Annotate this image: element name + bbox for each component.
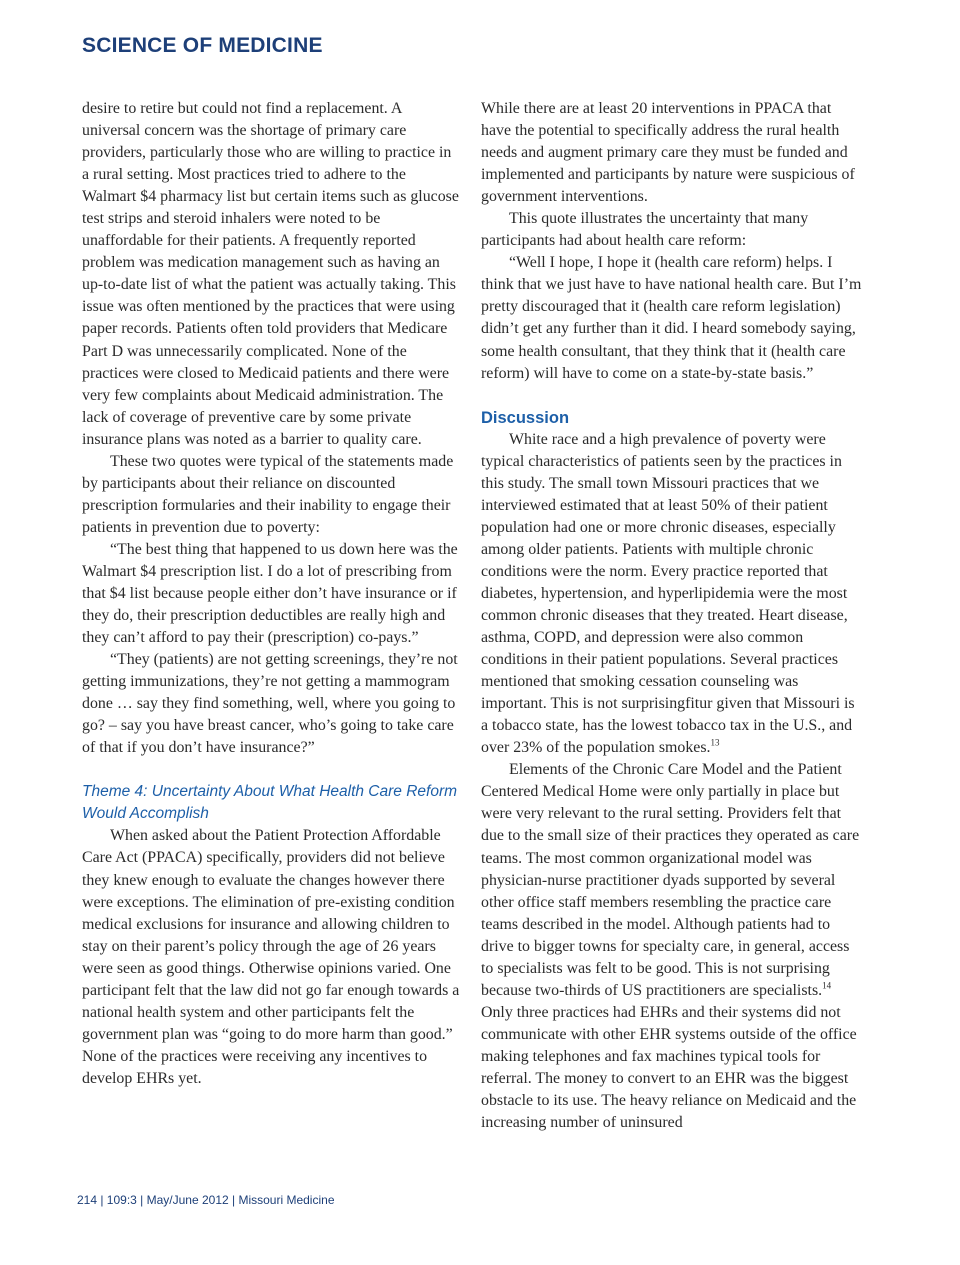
body-paragraph: desire to retire but could not find a replacement. A universal concern was the shortage of primary care providers, particularly those who are willing to practice in a rural setting. Most practices tried to adhere to the Walmart $4 pharmacy list but certain items such as glucose test strips and steroid inhalers were noted to be unaffordable for their patients. A frequently reported problem was medication management such as having an up-to-date list of what the patient was actually taking. This issue was often mentioned by the practices that were using paper records. Patients often told providers that Medicare Part D was unnecessarily complicated. None of the practices were closed to Medicaid patients and there were very few complaints about Medicaid administration. The lack of coverage of preventive care by some private insurance plans was noted as a barrier to quality care. bbox=[82, 100, 459, 448]
quote-paragraph: “The best thing that happened to us down here was the Walmart $4 prescription list. I do a lot of prescribing from that $4 list because people either don’t have insurance or if they do, their prescription deductibles are really high and they can’t afford to pay their (prescription) co-pays.” bbox=[82, 540, 458, 647]
discussion-paragraph bbox=[481, 759, 863, 1134]
quote-paragraph: “Well I hope, I hope it (health care reform) helps. I think that we just have to have national health care. But I’m pretty discouraged that it (health care reform legislation) didn’t get any further than it did. I heard somebody saying, some health consultant, that they think that it (health care reform) will have to come on a state-by-state basis.” bbox=[481, 254, 862, 382]
paragraph-text: Elements of the Chronic Care Model and the Patient Centered Medical Home were only partially in place but were very relevant to the rural setting. Providers felt that due to the small size of their practices they operated as care teams. The most common organizational model was physician-nurse practitioner dyads supported by several other office staff members resembling the practice care teams described in the model. Although patients had to drive to bigger towns for specialty care, in general, access to specialists was felt to be good. This is not surprising because two-thirds of US practitioners are specialists. bbox=[481, 761, 860, 999]
body-paragraph: These two quotes were typical of the statements made by participants about their reliance on discounted prescription formularies and their inability to engage their patients in prevention due to poverty: bbox=[82, 452, 454, 536]
reference-13: 13 bbox=[710, 737, 720, 748]
body-paragraph: This quote illustrates the uncertainty that many participants had about health care reform: bbox=[481, 210, 809, 250]
right-column bbox=[481, 98, 863, 1134]
paragraph-text: Only three practices had EHRs and their systems did not communicate with other EHR systems outside of the office making telephones and fax machines typical tools for referral. The money to convert to an EHR was the biggest obstacle to its use. The heavy reliance on Medicaid and the increasing number of uninsured bbox=[481, 1003, 857, 1132]
theme-4-heading: Theme 4: Uncertainty About What Health Care Reform Would Accomplish bbox=[82, 783, 458, 823]
page-footer: 214 | 109:3 | May/June 2012 | Missouri Medicine bbox=[77, 1193, 335, 1207]
body-paragraph: When asked about the Patient Protection Affordable Care Act (PPACA) specifically, providers did not believe they knew enough to evaluate the changes however there were exceptions. The elimination of pre-existing condition medical exclusions for insurance and allowing children to stay on their parent’s policy through the age of 26 years were seen as good things. Otherwise opinions varied. One participant felt that the law did not go far enough towards a national health system and other participants felt the government plan was “going to do more harm than good.” None of the practices were receiving any incentives to develop EHRs yet. bbox=[82, 827, 460, 1087]
paragraph-text: White race and a high prevalence of poverty were typical characteristics of patients seen by the practices in this study. The small town Missouri practices that we interviewed estimated that at least 50% of their patient population had one or more chronic diseases, especially among older patients. Patients with multiple chronic conditions were the norm. Every practice reported that diabetes, hypertension, and hyperlipidemia were the most common chronic diseases that they treated. Heart disease, asthma, COPD, and depression were also common conditions in their patient populations. Several practices mentioned that smoking cessation counseling was important. This is not surprisingfitur given that Missouri is a tobacco state, has the lowest tobacco tax in the U.S., and over 23% of the population smokes. bbox=[481, 430, 855, 757]
left-column bbox=[82, 98, 460, 1090]
body-paragraph: While there are at least 20 interventions in PPACA that have the potential to specifically address the rural health needs and augment primary care they must be funded and implemented and participants by nature were suspicious of government interventions. bbox=[481, 100, 855, 206]
discussion-paragraph bbox=[481, 429, 863, 760]
quote-paragraph: “They (patients) are not getting screenings, they’re not getting immunizations, they’re not getting a mammogram done … say they find something, well, where you going to go? – say you have breast cancer, who’s going to take care of that if you don’t have insurance?” bbox=[82, 651, 458, 757]
section-title: SCIENCE OF MEDICINE bbox=[82, 34, 323, 57]
reference-14: 14 bbox=[822, 980, 832, 991]
discussion-heading: Discussion bbox=[481, 408, 570, 427]
